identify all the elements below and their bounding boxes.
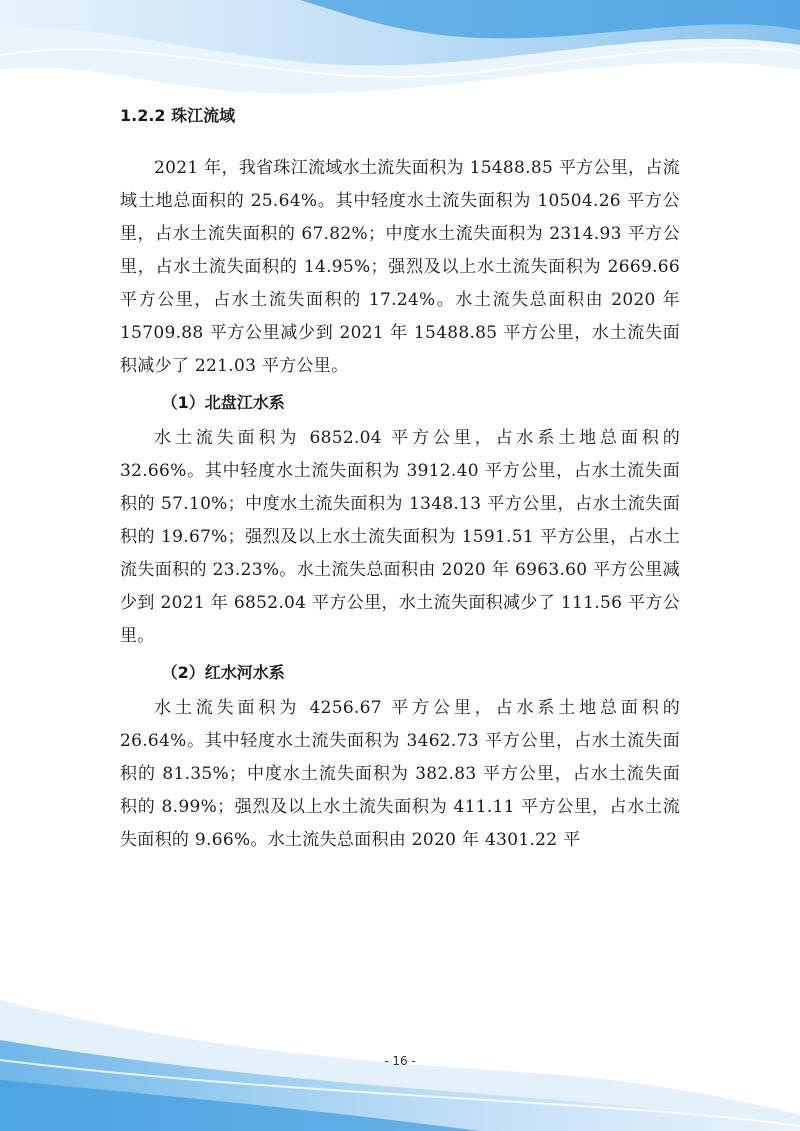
subsection-paragraph-hongshuihe: 水土流失面积为 4256.67 平方公里，占水系土地总面积的 26.64%。其中轻度水土流失面积为 3462.73 平方公里，占水土流失面积的 81.35%；中度水土流失面积为 382.83 平方公里，占水土流失面积的 8.99%；强烈及以上水土流失面积为 411.11 平方公里，占水土流失面积的 9.66%。水土流失总面积由 2020 年 4301.22 平 <box>120 698 680 850</box>
section-heading: 1.2.2 珠江流域 <box>120 106 236 125</box>
subsection-paragraph-beipanjiang: 水土流失面积为 6852.04 平方公里，占水系土地总面积的 32.66%。其中轻度水土流失面积为 3912.40 平方公里，占水土流失面积的 57.10%；中度水土流失面积为 1348.13 平方公里，占水土流失面积的 19.67%；强烈及以上水土流失面积为 1591.51 平方公里，占水土流失面积的 23.23%。水土流失总面积由 2020 年 6963.60 平方公里减少到 2021 年 6852.04 平方公里，水土流失面积减少了 111.56 平方公里。 <box>120 428 680 646</box>
page-content <box>120 98 680 857</box>
page-number: - 16 - <box>384 1054 416 1068</box>
subsection-heading-beipanjiang: （1）北盘江水系 <box>161 393 285 412</box>
intro-paragraph: 2021 年，我省珠江流域水土流失面积为 15488.85 平方公里，占流域土地总面积的 25.64%。其中轻度水土流失面积为 10504.26 平方公里，占水土流失面积的 67.82%；中度水土流失面积为 2314.93 平方公里，占水土流失面积的 14.95%；强烈及以上水土流失面积为 2669.66 平方公里，占水土流失面积的 17.24%。水土流失总面积由 2020 年 15709.88 平方公里减少到 2021 年 15488.85 平方公里，水土流失面积减少了 221.03 平方公里。 <box>120 158 680 376</box>
subsection-heading-hongshuihe: （2）红水河水系 <box>161 663 285 682</box>
